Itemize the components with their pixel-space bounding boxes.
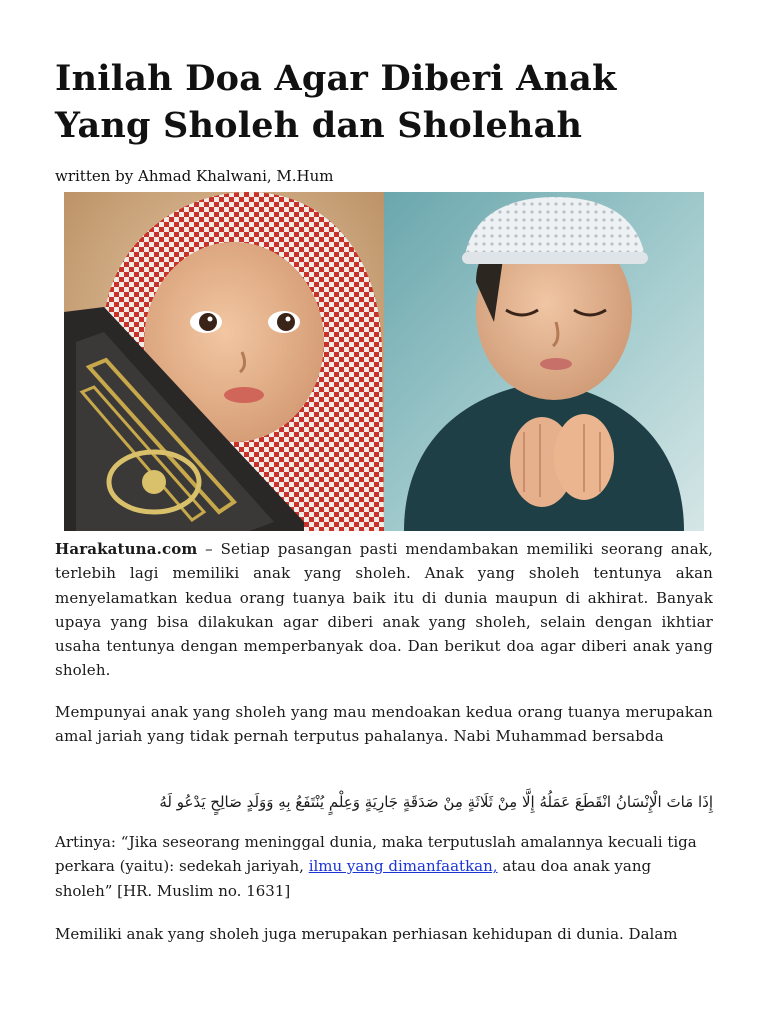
hero-image [64, 192, 704, 531]
hadith-intro-paragraph: Mempunyai anak yang sholeh yang mau mendoakan kedua orang tuanya merupakan amal jariah yang tidak pernah terputus pahalanya. Nabi Muhammad bersabda [55, 703, 713, 746]
arabic-hadith: إِذَا مَاتَ الْإِنْسَانُ انْقَطَعَ عَمَلُهُ إِلَّا مِنْ ثَلَاثَةٍ مِنْ صَدَقَةٍ جَارِيَةٍ وَعِلْمٍ يُنْتَفَعُ بِهِ وَوَلَدٍ صَالِحٍ يَدْعُو لَهُ [159, 793, 713, 811]
ilmu-link[interactable]: ilmu yang dimanfaatkan, [308, 857, 498, 876]
article-byline: written by Ahmad Khalwani, M.Hum [55, 167, 334, 185]
article-title: Inilah Doa Agar Diberi Anak Yang Sholeh dan Sholehah [55, 58, 617, 146]
boy-praying-image [384, 192, 704, 531]
translation-paragraph [55, 830, 713, 903]
translation-text-after: atau doa anak yang sholeh” [HR. Muslim no. 1631] [55, 857, 652, 900]
source-name: Harakatuna.com [55, 540, 198, 558]
translation-text-before: Artinya: “Jika seseorang meninggal dunia, maka terputuslah amalannya kecuali tiga perkara (yaitu): sedekah jariyah, [55, 833, 697, 876]
girl-with-quran-image [64, 192, 384, 531]
intro-text: – Setiap pasangan pasti mendambakan memiliki seorang anak, terlebih lagi memiliki anak yang sholeh. Anak yang sholeh tentunya akan menyelamatkan kedua orang tuanya baik itu di dunia maupun di akhirat. Banyak upaya yang bisa dilakukan agar diberi anak yang sholeh, selain dengan ikhtiar usaha tentunya dengan memperbanyak doa. Dan berikut doa agar diberi anak yang sholeh. [55, 540, 713, 680]
intro-paragraph [55, 537, 713, 683]
closing-paragraph: Memiliki anak yang sholeh juga merupakan perhiasan kehidupan di dunia. Dalam [55, 925, 678, 943]
